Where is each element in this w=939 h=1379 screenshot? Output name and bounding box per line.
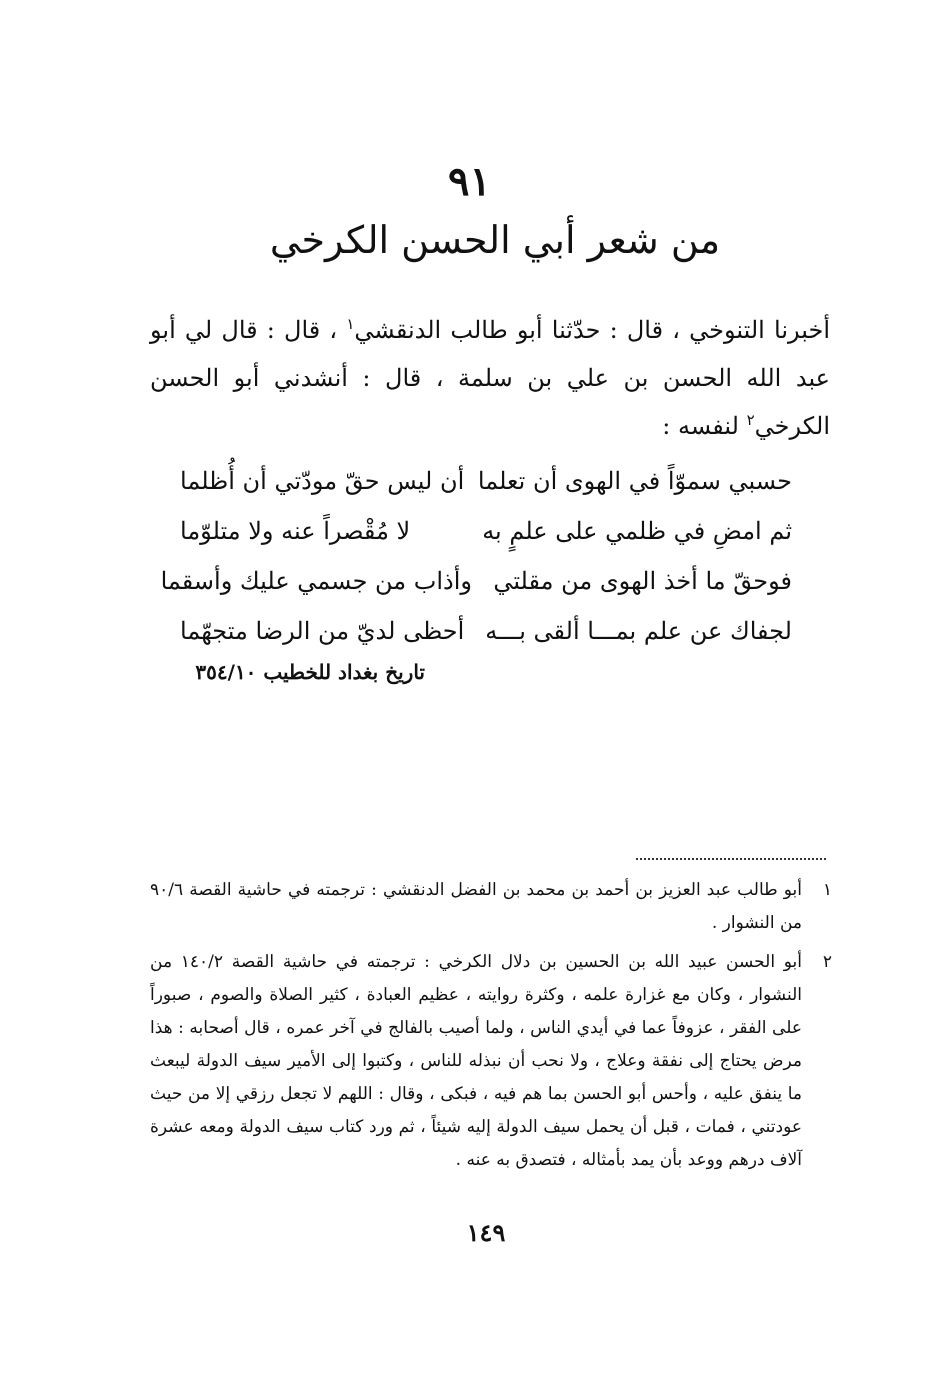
verse-first-hemistich: حسبي سموّاً في الهوى أن تعلما [477, 467, 792, 495]
chapter-number: ٩١ [448, 158, 491, 205]
poem [160, 458, 792, 658]
verse-second-hemistich: أن ليس حقّ مودّتي أن أُظلما [180, 467, 465, 495]
footnote-text: أبو طالب عبد العزيز بن أحمد بن محمد بن الفضل الدنقشي : ترجمته في حاشية القصة ٩٠/٦ من النشوار . [150, 880, 802, 933]
intro-paragraph [150, 306, 830, 450]
poem-verse [180, 508, 792, 558]
footnote-number: ١ [822, 880, 832, 900]
intro-text-1: أخبرنا التنوخي ، قال : حدّثنا أبو طالب الدنقشي [354, 316, 830, 344]
verse-second-hemistich: أحظى لديّ من الرضا متجهّما [180, 617, 465, 645]
verse-second-hemistich: وأذاب من جسمي عليك وأسقما [160, 567, 472, 595]
footnote [150, 946, 832, 1177]
verse-second-hemistich: لا مُقْصراً عنه ولا متلوّما [180, 517, 411, 545]
footnote-number: ٢ [822, 952, 832, 972]
footnote-ref-1: ١ [346, 315, 355, 333]
footnote [150, 874, 832, 940]
page-number: ١٤٩ [466, 1218, 506, 1247]
intro-text-3: لنفسه : [662, 412, 747, 440]
poem-verse [180, 458, 792, 508]
footnote-ref-2: ٢ [746, 411, 755, 429]
footnote-text: أبو الحسن عبيد الله بن الحسين بن دلال الكرخي : ترجمته في حاشية القصة ١٤٠/٢ من النشوار ، وكان مع غزارة علمه ، وكثرة روايته ، عظيم العبادة ، كثير الصلاة والصوم ، صبوراً على الفقر ، عزوفاً عما في أيدي الناس ، ولما أصيب بالفالج في آخر عمره ، قال أصحابه : هذا مرض يحتاج إلى نفقة وعلاج ، ولا نحب أن نبذله للناس ، وكتبوا إلى الأمير سيف الدولة ليبعث ما ينفق عليه ، وأحس أبو الحسن بما هم فيه ، فبكى ، وقال : اللهم لا تجعل رزقي إلا من حيث عودتني ، فمات ، قبل أن يحمل سيف الدولة إليه شيئاً ، ثم ورد كتاب سيف الدولة ومعه عشرة آلاف درهم ووعد بأن يمد بأمثاله ، فتصدق به عنه . [150, 952, 803, 1170]
poem-verse [160, 558, 792, 608]
source-citation: تاريخ بغداد للخطيب ٣٥٤/١٠ [195, 660, 425, 684]
verse-first-hemistich: لجفاك عن علم بمـــا ألقى بـــه [485, 617, 792, 645]
intro-text-2: ، قال : قال لي أبو عبد الله الحسن بن علي بن سلمة ، قال : أنشدني أبو الحسن الكرخي [150, 316, 830, 440]
footnote-divider [636, 858, 826, 860]
verse-first-hemistich: ثم امضِ في ظلمي على علمٍ به [482, 517, 792, 545]
chapter-title: من شعر أبي الحسن الكرخي [269, 218, 721, 262]
footnotes [150, 874, 832, 1183]
poem-verse [180, 608, 792, 658]
verse-first-hemistich: فوحقّ ما أخذ الهوى من مقلتي [493, 567, 792, 595]
